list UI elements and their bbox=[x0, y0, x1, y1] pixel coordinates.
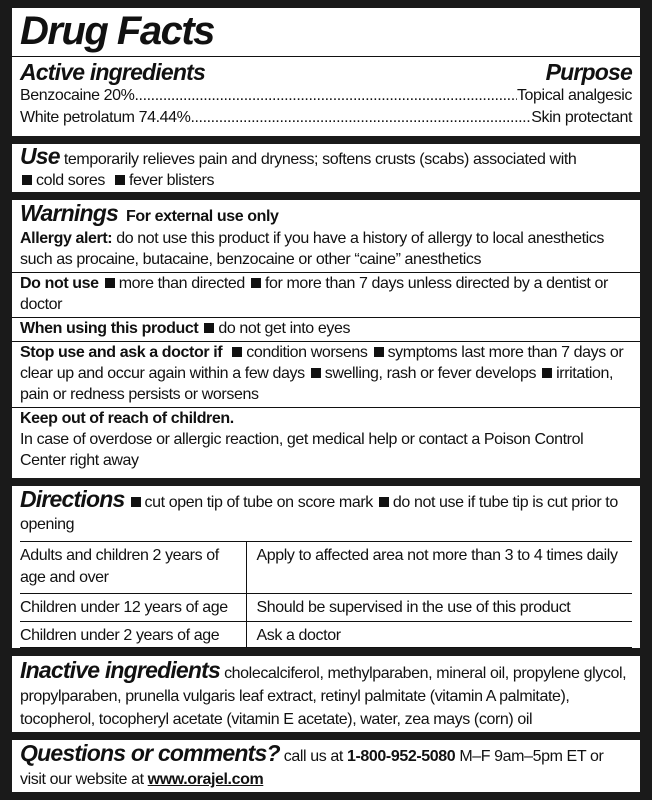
ingredient-purpose: Skin protectant bbox=[531, 109, 632, 126]
directions-table bbox=[20, 541, 632, 648]
bullet-square-icon bbox=[251, 278, 261, 288]
ingredient-purpose: Topical analgesic bbox=[516, 87, 632, 104]
bullet-square-icon bbox=[115, 175, 125, 185]
table-row bbox=[20, 594, 632, 622]
stop-use-item: swelling, rash or fever develops bbox=[324, 365, 537, 382]
active-ingredients-heading: Active ingredients bbox=[20, 59, 205, 85]
directions-who: Children under 2 years of age bbox=[20, 622, 246, 648]
bullet-square-icon bbox=[379, 497, 389, 507]
when-using-label: When using this product bbox=[20, 320, 199, 337]
questions-pre: call us at bbox=[283, 748, 343, 765]
inactive-ingredients-heading: Inactive ingredients bbox=[20, 657, 221, 683]
active-ingredients-panel bbox=[12, 8, 640, 136]
directions-who: Adults and children 2 years of age and over bbox=[20, 542, 246, 594]
warnings-heading: Warnings bbox=[20, 200, 118, 226]
use-bullet: fever blisters bbox=[128, 172, 215, 189]
directions-what: Should be supervised in the use of this product bbox=[246, 594, 632, 622]
stop-use-label: Stop use and ask a doctor if bbox=[20, 344, 223, 361]
inactive-ingredients-text: cholecalciferol, methylparaben, mineral oil, propylene glycol, propylparaben, prunella vulgaris leaf extract, retinyl palmitate (vitamin A palmitate), tocopherol, tocopheryl acetate (vitamin E acetate), water, zea mays (corn) oil bbox=[20, 665, 627, 728]
bullet-square-icon bbox=[542, 368, 552, 378]
phone-number: 1-800-952-5080 bbox=[346, 748, 456, 765]
use-panel bbox=[12, 144, 640, 192]
bullet-square-icon bbox=[204, 323, 214, 333]
directions-panel bbox=[12, 486, 640, 648]
keep-out-text: In case of overdose or allergic reaction, get medical help or contact a Poison Control Center right away bbox=[20, 431, 584, 469]
keep-out-label: Keep out of reach of children. bbox=[20, 410, 234, 427]
ingredient-name: Benzocaine 20% bbox=[20, 87, 135, 104]
directions-what: Apply to affected area not more than 3 to 4 times daily bbox=[246, 542, 632, 594]
questions-heading: Questions or comments? bbox=[20, 740, 280, 766]
bullet-square-icon bbox=[131, 497, 141, 507]
bullet-square-icon bbox=[105, 278, 115, 288]
do-not-use-item: for more than 7 days unless directed by a dentist or doctor bbox=[20, 275, 608, 313]
external-use-text: For external use only bbox=[126, 208, 279, 225]
use-bullet: cold sores bbox=[36, 172, 105, 189]
bullet-square-icon bbox=[374, 347, 384, 357]
inactive-ingredients-panel bbox=[12, 656, 640, 732]
directions-item: do not use if tube tip is cut prior to opening bbox=[20, 494, 618, 533]
when-using-item: do not get into eyes bbox=[218, 320, 351, 337]
purpose-heading: Purpose bbox=[545, 59, 632, 85]
stop-use-item: condition worsens bbox=[246, 344, 368, 361]
bullet-square-icon bbox=[232, 347, 242, 357]
use-heading: Use bbox=[20, 143, 60, 169]
bullet-square-icon bbox=[311, 368, 321, 378]
directions-heading: Directions bbox=[20, 486, 125, 512]
table-row bbox=[20, 542, 632, 594]
directions-item: cut open tip of tube on score mark bbox=[144, 494, 373, 511]
do-not-use-item: more than directed bbox=[118, 275, 245, 292]
directions-who: Children under 12 years of age bbox=[20, 594, 246, 622]
questions-panel bbox=[12, 740, 640, 792]
stop-use-item: irritation, pain or redness persists or worsens bbox=[20, 365, 614, 403]
questions-hours: M–F 9am–5pm ET or visit our website at bbox=[20, 748, 604, 788]
ingredient-name: White petrolatum 74.44% bbox=[20, 109, 191, 126]
stop-use-item: symptoms last more than 7 days or clear up and occur again within a few days bbox=[20, 344, 624, 382]
do-not-use-label: Do not use bbox=[20, 275, 99, 292]
use-text: temporarily relieves pain and dryness; softens crusts (scabs) associated with bbox=[63, 151, 577, 168]
active-ingredient-row bbox=[20, 85, 632, 107]
allergy-alert-label: Allergy alert: bbox=[20, 230, 113, 247]
directions-what: Ask a doctor bbox=[246, 622, 632, 648]
bullet-square-icon bbox=[22, 175, 32, 185]
active-ingredient-row bbox=[20, 107, 632, 129]
table-row bbox=[20, 622, 632, 648]
drug-facts-title: Drug Facts bbox=[20, 9, 214, 53]
allergy-alert-text: do not use this product if you have a history of allergy to local anesthetics such as procaine, butacaine, benzocaine or other “caine” anesthetics bbox=[20, 230, 604, 268]
website-link[interactable]: www.orajel.com bbox=[147, 771, 264, 788]
warnings-panel bbox=[12, 200, 640, 478]
